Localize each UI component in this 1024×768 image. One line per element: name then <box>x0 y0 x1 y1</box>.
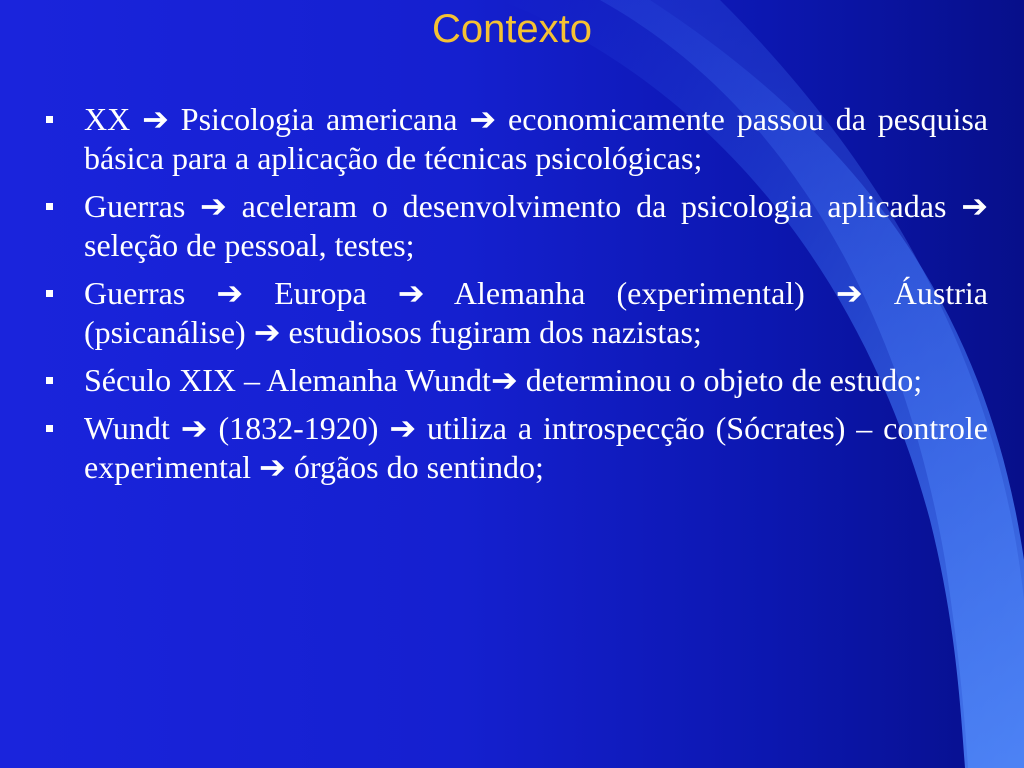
bullet-item <box>46 274 988 352</box>
bullet-item <box>46 100 988 178</box>
bullet-list <box>46 100 988 496</box>
bullet-square-icon <box>46 116 53 123</box>
slide-title: Contexto <box>431 7 593 51</box>
bullet-text: Século XIX – Alemanha Wundt➔ determinou o objeto de estudo; <box>84 362 923 398</box>
bullet-text: Guerras ➔ aceleram o desenvolvimento da psicologia aplicadas ➔ seleção de pessoal, testes; <box>84 188 988 263</box>
bullet-square-icon <box>46 377 53 384</box>
bullet-item <box>46 187 988 265</box>
bullet-text: Wundt ➔ (1832-1920) ➔ utiliza a introspecção (Sócrates) – controle experimental ➔ órgãos do sentindo; <box>84 410 988 485</box>
bullet-square-icon <box>46 425 53 432</box>
bullet-square-icon <box>46 203 53 210</box>
bullet-square-icon <box>46 290 53 297</box>
bullet-item <box>46 409 988 487</box>
bullet-text: XX ➔ Psicologia americana ➔ economicamente passou da pesquisa básica para a aplicação de técnicas psicológicas; <box>84 101 988 176</box>
bullet-item <box>46 361 988 400</box>
bullet-text: Guerras ➔ Europa ➔ Alemanha (experimental) ➔ Áustria (psicanálise) ➔ estudiosos fugiram dos nazistas; <box>84 275 988 350</box>
